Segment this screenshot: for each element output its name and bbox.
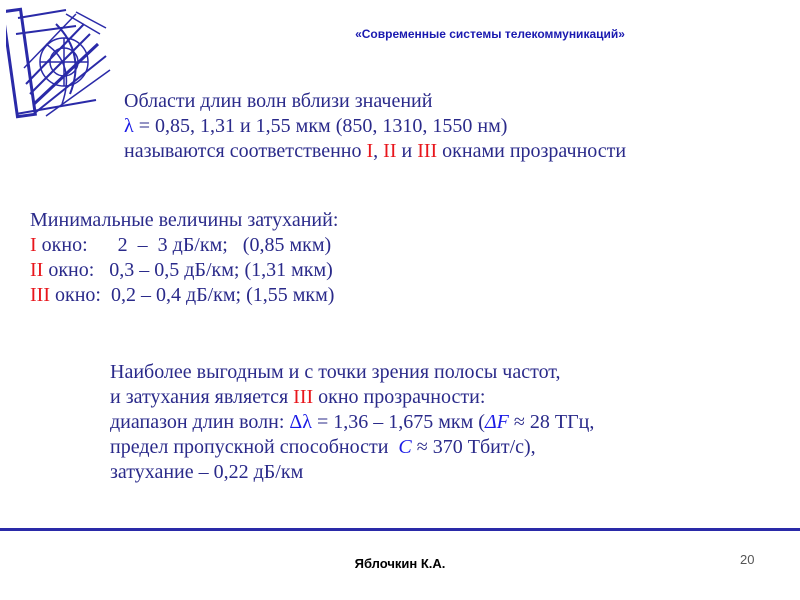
intro-line-3-suffix: окнами прозрачности bbox=[437, 140, 627, 162]
author-name: Яблочкин К.А. bbox=[354, 556, 446, 571]
row-3-label: III bbox=[30, 284, 50, 306]
intro-line-1: Области длин волн вблизи значений bbox=[124, 90, 433, 112]
presentation-title: «Современные системы телекоммуникаций» bbox=[355, 27, 625, 41]
conclusion-section bbox=[110, 360, 594, 485]
separator-2: и bbox=[396, 140, 418, 162]
delta-f-symbol: ΔF bbox=[484, 411, 509, 433]
intro-line-2 bbox=[124, 114, 626, 139]
delta-lambda-symbol: Δλ bbox=[289, 411, 312, 433]
attenuation-row-1 bbox=[30, 233, 338, 258]
window-III-highlight: III bbox=[293, 386, 314, 408]
row-1-label: I bbox=[30, 234, 37, 256]
lambda-symbol: λ bbox=[124, 115, 134, 137]
row-2-text: окно: 0,3 – 0,5 дБ/км; (1,31 мкм) bbox=[43, 259, 333, 281]
conclusion-line-1: Наиболее выгодным и с точки зрения полосы частот, bbox=[110, 361, 561, 383]
conclusion-line-5: затухание – 0,22 дБ/км bbox=[110, 461, 304, 483]
capacity-value: ≈ 370 Тбит/с), bbox=[411, 436, 536, 458]
footer-divider bbox=[0, 528, 800, 531]
capacity-symbol: C bbox=[398, 436, 412, 458]
intro-line-3-prefix: называются соответственно bbox=[124, 140, 367, 162]
intro-line-3 bbox=[124, 139, 626, 164]
attenuation-title: Минимальные величины затуханий: bbox=[30, 209, 339, 231]
attenuation-row-2 bbox=[30, 258, 338, 283]
fiber-optic-logo-icon bbox=[6, 4, 116, 124]
transparency-windows-intro bbox=[124, 89, 626, 164]
conclusion-line-3 bbox=[110, 410, 594, 435]
conclusion-line-2 bbox=[110, 385, 594, 410]
window-III: III bbox=[417, 140, 438, 162]
wavelength-range-value: = 1,36 – 1,675 мкм ( bbox=[311, 411, 485, 433]
bandwidth-value: ≈ 28 ТГц, bbox=[508, 411, 595, 433]
wavelength-range-label: диапазон длин волн: bbox=[110, 411, 290, 433]
row-2-label: II bbox=[30, 259, 44, 281]
window-I: I bbox=[366, 140, 374, 162]
attenuation-section bbox=[30, 208, 338, 308]
conclusion-line-2-suffix: окно прозрачности: bbox=[313, 386, 486, 408]
conclusion-line-2-prefix: и затухания является bbox=[110, 386, 294, 408]
attenuation-row-3 bbox=[30, 283, 338, 308]
capacity-label: предел пропускной способности bbox=[110, 436, 399, 458]
row-1-text: окно: 2 – 3 дБ/км; (0,85 мкм) bbox=[36, 234, 332, 256]
window-II: II bbox=[383, 140, 397, 162]
intro-line-2-values: = 0,85, 1,31 и 1,55 мкм (850, 1310, 1550 нм) bbox=[133, 115, 508, 137]
page-number: 20 bbox=[740, 552, 755, 567]
row-3-text: окно: 0,2 – 0,4 дБ/км; (1,55 мкм) bbox=[49, 284, 335, 306]
separator-1: , bbox=[373, 140, 384, 162]
conclusion-line-4 bbox=[110, 435, 594, 460]
